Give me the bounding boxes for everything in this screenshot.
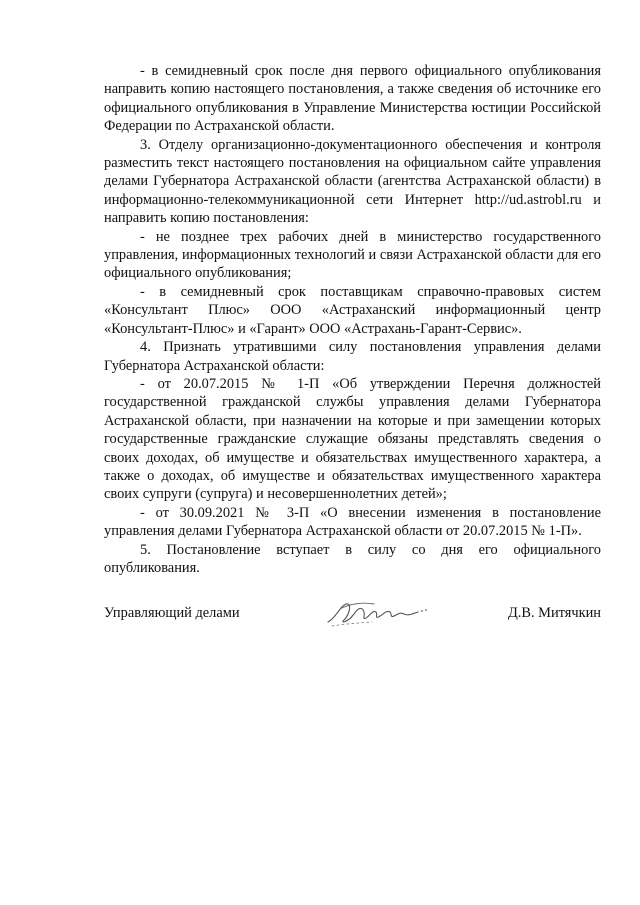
signatory-name: Д.В. Митячкин (507, 605, 601, 621)
paragraph-item-4-resolution-2: - от 30.09.2021 № 3-П «О внесении изменения в постановление управления делами Губернатора Астраханской области от 20.07.2015 № 1-П». (104, 504, 601, 540)
paragraph-item-5: 5. Постановление вступает в силу со дня его официального опубликования. (104, 541, 601, 576)
signature-block (104, 596, 601, 636)
paragraph-item-4-resolution-1: - от 20.07.2015 № 1-П «Об утверждении Перечня должностей государственной гражданской службы управления делами Губернатора Астраханской области, при назначении на которые и при замещении которых государственные гражданские служащие обязаны представлять сведения о своих доходах, об имуществе и обязательствах имущественного характера, а также о доходах, об имуществе и обязательствах имущественного характера своих супруги (супруга) и несовершеннолетних детей»; (104, 375, 601, 503)
handwritten-signature-icon (322, 596, 432, 630)
paragraph-item-3: 3. Отделу организационно-документационного обеспечения и контроля разместить текст настоящего постановления на официальном сайте управления делами Губернатора Астраханской области (агентства Астраханской области) в информационно-телекоммуникационной сети Интернет http://ud.astrobl.ru и направить копию постановления: (104, 136, 601, 227)
paragraph-item-3-ministry: - не позднее трех рабочих дней в министерство государственного управления, информационных технологий и связи Астраханской области для его официального опубликования; (104, 228, 601, 282)
paragraph-item-4: 4. Признать утратившими силу постановления управления делами Губернатора Астраханской области: (104, 339, 601, 374)
signatory-role: Управляющий делами (104, 605, 240, 621)
paragraph-publication-notice: - в семидневный срок после дня первого официального опубликования направить копию настоящего постановления, а также сведения об источнике его официального опубликования в Управление Министерства юстиции Российской Федерации по Астраханской области. (104, 63, 601, 135)
document-body (104, 62, 601, 577)
paragraph-item-3-legal-systems: - в семидневный срок поставщикам справочно-правовых систем «Консультант Плюс» ООО «Астраханский информационный центр «Консультант-Плюс» и «Гарант» ООО «Астрахань-Гарант-Сервис». (104, 283, 601, 337)
